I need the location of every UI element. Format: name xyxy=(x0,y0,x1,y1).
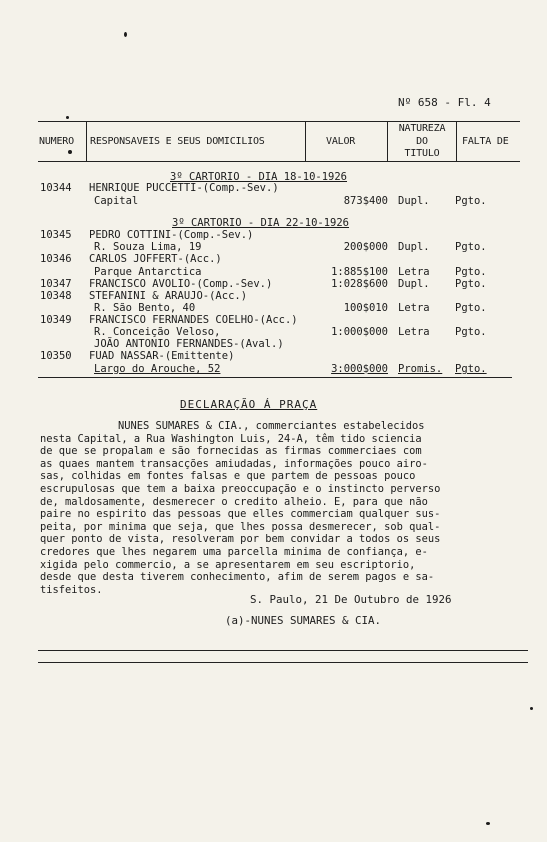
row-name: JOÃO ANTONIO FERNANDES-(Aval.) xyxy=(94,338,284,350)
header-natureza-3: TITULO xyxy=(404,148,440,159)
row-number: 10349 xyxy=(40,314,72,326)
row-value: 1:885$100 xyxy=(331,266,388,278)
declaration-title: DECLARAÇÃO Á PRAÇA xyxy=(180,398,318,411)
declaration-line: desde que desta tiverem conhecimento, afim de serem pagos e sa- xyxy=(40,571,435,584)
row-missing: Pgto. xyxy=(455,195,487,207)
row-missing: Pgto. xyxy=(455,266,487,278)
date-line: S. Paulo, 21 De Outubro de 1926 xyxy=(250,593,452,606)
declaration-line: credores que lhes negarem uma parcella minima de confiança, e- xyxy=(40,545,428,558)
row-title-type: Dupl. xyxy=(398,278,430,290)
row-number: 10344 xyxy=(40,182,72,194)
row-name: CARLOS JOFFERT-(Acc.) xyxy=(89,253,222,265)
declaration-line: as quaes mantem transacções amiudadas, informações pouco airo- xyxy=(40,457,428,470)
row-name: HENRIQUE PUCCETTI-(Comp.-Sev.) xyxy=(89,182,279,194)
row-value: 1:000$000 xyxy=(331,326,388,338)
declaration-line: xigida pelo commercio, a se apresentarem em seu escriptorio, xyxy=(40,558,416,571)
scan-speck xyxy=(530,707,533,710)
header-numero: NUMERO xyxy=(39,136,74,147)
row-address: R. Souza Lima, 19 xyxy=(94,241,202,253)
scan-speck xyxy=(66,116,69,119)
declaration-line: NUNES SUMARES & CIA., commerciantes estabelecidos xyxy=(118,420,425,432)
closing-rule-2 xyxy=(38,662,528,663)
row-address: Largo do Arouche, 52 xyxy=(94,363,221,375)
row-name: FRANCISCO AVOLIO-(Comp.-Sev.) xyxy=(89,278,273,290)
declaration-line: escrupulosas que tem a baixa preoccupação e o instincto perverso xyxy=(40,482,441,495)
header-natureza-1: NATUREZA xyxy=(398,123,446,134)
row-value: 873$400 xyxy=(343,195,388,207)
row-value: 200$000 xyxy=(343,241,388,253)
row-name: STEFANINI & ARAUJO-(Acc.) xyxy=(89,290,248,302)
header-natureza-2: DO xyxy=(416,136,428,147)
declaration-line: sas, colhidas em fontes falsas e que partem de pessoas pouco xyxy=(40,470,416,483)
declaration-line: nesta Capital, a Rua Washington Luis, 24-A, têm tido sciencia xyxy=(40,432,422,445)
signature-line: (a)-NUNES SUMARES & CIA. xyxy=(225,614,382,627)
header-responsaveis: RESPONSAVEIS E SEUS DOMICILIOS xyxy=(90,136,265,147)
row-address: Capital xyxy=(94,195,139,207)
col-divider-4 xyxy=(456,121,457,161)
row-name: FUAD NASSAR-(Emittente) xyxy=(89,350,235,362)
row-title-type: Dupl. xyxy=(398,241,430,253)
scan-speck xyxy=(486,822,490,825)
row-title-type: Letra xyxy=(398,302,430,314)
row-address: Parque Antarctica xyxy=(94,266,202,278)
row-number: 10345 xyxy=(40,229,72,241)
declaration-line: de que se propalam e são fornecidas as firmas commerciaes com xyxy=(40,445,422,458)
row-number: 10347 xyxy=(40,278,72,290)
declaration-line: de, maldosamente, desmerecer o credito alheio. E, para que não xyxy=(40,495,428,508)
row-missing: Pgto. xyxy=(455,241,487,253)
declaration-line: paire no espirito das pessoas que elles commerciam qualquer sus- xyxy=(40,508,441,521)
table-bottom-rule xyxy=(38,377,512,378)
row-number: 10350 xyxy=(40,350,72,362)
col-divider-2 xyxy=(305,121,306,161)
row-title-type: Promis. xyxy=(398,363,443,375)
row-missing: Pgto. xyxy=(455,326,487,338)
header-top-rule xyxy=(38,121,520,122)
row-value: 3:000$000 xyxy=(331,363,388,375)
col-divider-1 xyxy=(86,121,87,161)
row-title-type: Letra xyxy=(398,266,430,278)
row-missing: Pgto. xyxy=(455,278,487,290)
scan-speck xyxy=(124,32,127,37)
header-falta: FALTA DE xyxy=(462,136,509,147)
row-value: 1:028$600 xyxy=(331,278,388,290)
row-value: 100$010 xyxy=(343,302,388,314)
row-number: 10348 xyxy=(40,290,72,302)
declaration-line: quer ponto de vista, resolveram por bem convidar a todos os seus xyxy=(40,533,441,546)
header-bottom-rule xyxy=(38,161,520,162)
row-address: R. São Bento, 40 xyxy=(94,302,196,314)
row-name: PEDRO COTTINI-(Comp.-Sev.) xyxy=(89,229,254,241)
row-name: FRANCISCO FERNANDES COELHO-(Acc.) xyxy=(89,314,298,326)
declaration-line: tisfeitos. xyxy=(40,583,103,596)
declaration-body xyxy=(40,420,510,596)
row-missing: Pgto. xyxy=(455,363,487,375)
scan-speck xyxy=(68,150,72,154)
section-heading-2: 3º CARTORIO - DIA 22-10-1926 xyxy=(172,217,350,229)
row-address: R. Conceição Veloso, xyxy=(94,326,221,338)
row-title-type: Dupl. xyxy=(398,195,430,207)
declaration-line: peita, por minima que seja, que lhes possa desmerecer, sob qual- xyxy=(40,520,441,533)
page-reference: Nº 658 - Fl. 4 xyxy=(398,96,491,109)
header-valor: VALOR xyxy=(326,136,356,147)
section-heading-1: 3º CARTORIO - DIA 18-10-1926 xyxy=(170,171,348,183)
row-number: 10346 xyxy=(40,253,72,265)
row-missing: Pgto. xyxy=(455,302,487,314)
closing-rule-1 xyxy=(38,650,528,651)
row-title-type: Letra xyxy=(398,326,430,338)
